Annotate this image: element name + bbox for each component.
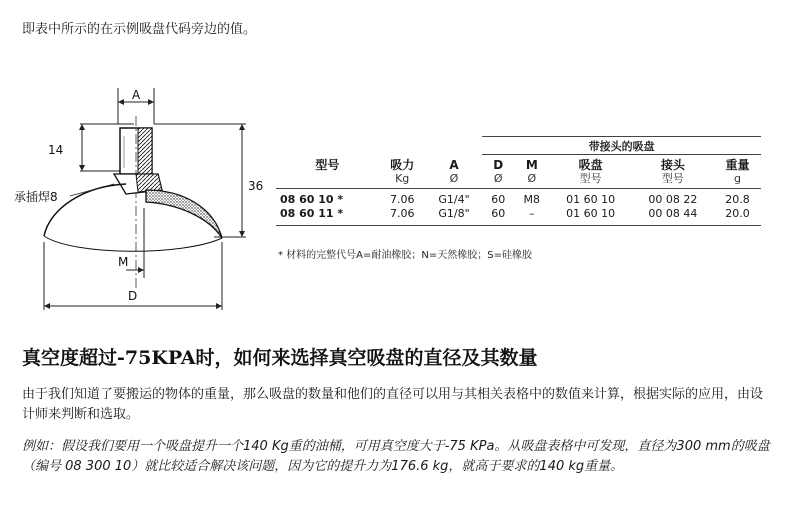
table-cell: 00 08 44	[632, 207, 714, 226]
column-header-unit: g	[734, 172, 741, 185]
column-header-unit: Kg	[395, 171, 410, 185]
table-body	[276, 189, 761, 226]
table-cell: 01 60 10	[549, 207, 631, 226]
table-cell: 08 60 11 *	[276, 207, 379, 226]
caption-spacer	[276, 137, 482, 155]
column-header	[549, 155, 631, 189]
paragraph-example: 例如：假设我们要用一个吸盘提升一个140 Kg重的油桶，可用真空度大于-75 KPa。从吸盘表格中可发现，直径为300 mm的吸盘（编号 08 300 10）就比较适合解决该问题，因为它的提升力为176.6 kg，就高于要求的140 kg重量。	[22, 439, 770, 474]
column-header-title: 吸力	[390, 157, 415, 172]
column-header-unit: Ø	[493, 172, 503, 185]
column-header	[514, 155, 549, 189]
table-cell: 60	[482, 207, 514, 226]
column-header-title: 型号	[315, 157, 340, 172]
table-cell: 20.0	[714, 207, 761, 226]
column-header-unit: 型号	[579, 172, 602, 185]
suction-cup-drawing	[14, 78, 276, 318]
table-cell: 20.8	[725, 193, 750, 206]
intro-text: 即表中所示的在示例吸盘代码旁边的值。	[22, 22, 257, 37]
column-header-title: 吸盘	[578, 158, 603, 172]
spec-table	[276, 136, 761, 226]
table-header-row	[276, 155, 761, 189]
label-d: D	[128, 289, 138, 303]
paragraph-explanation: 由于我们知道了要搬运的物体的重量，那么吸盘的数量和他们的直径可以用与其相关表格中的数值来计算，根据实际的应用，由设计师来判断和选取。	[22, 387, 764, 422]
section-heading: 真空度超过-75KPA时，如何来选择真空吸盘的直径及其数量	[22, 347, 538, 369]
table-cell: G1/8"	[426, 207, 483, 226]
column-header	[714, 155, 761, 189]
table-row	[276, 189, 761, 208]
column-header	[276, 155, 379, 189]
column-header	[379, 155, 426, 189]
column-header-title: 重量	[725, 158, 750, 172]
column-header-title: A	[449, 157, 459, 172]
table-cell: 7.06	[379, 207, 426, 226]
column-header-title: 接头	[660, 158, 685, 172]
column-header-title: M	[525, 158, 538, 172]
table-cell: 01 60 10	[566, 193, 616, 206]
table-cell: 08 60 10 *	[280, 193, 344, 206]
column-header-unit: 型号	[661, 172, 684, 185]
table-caption: 带接头的吸盘	[482, 137, 761, 155]
table-cell: M8	[523, 193, 541, 206]
label-a: A	[132, 88, 141, 102]
label-36: 36	[248, 179, 264, 193]
column-header-unit: Ø	[449, 171, 459, 185]
table-cell: 60	[491, 193, 506, 206]
table-row	[276, 207, 761, 226]
label-weld: 承插焊8	[14, 190, 58, 204]
column-header	[632, 155, 714, 189]
column-header	[426, 155, 483, 189]
column-header-unit: Ø	[527, 172, 537, 185]
table-footnote: * 材料的完整代号A=耐油橡胶；N=天然橡胶；S=硅橡胶	[278, 250, 532, 261]
table-cell: G1/4"	[438, 193, 470, 206]
label-m: M	[118, 255, 129, 269]
label-14: 14	[48, 143, 64, 157]
table-cell: –	[514, 207, 549, 226]
column-header	[482, 155, 514, 189]
table-cell: 00 08 22	[648, 193, 698, 206]
column-header-title: D	[493, 158, 504, 172]
table-cell: 7.06	[389, 193, 415, 206]
